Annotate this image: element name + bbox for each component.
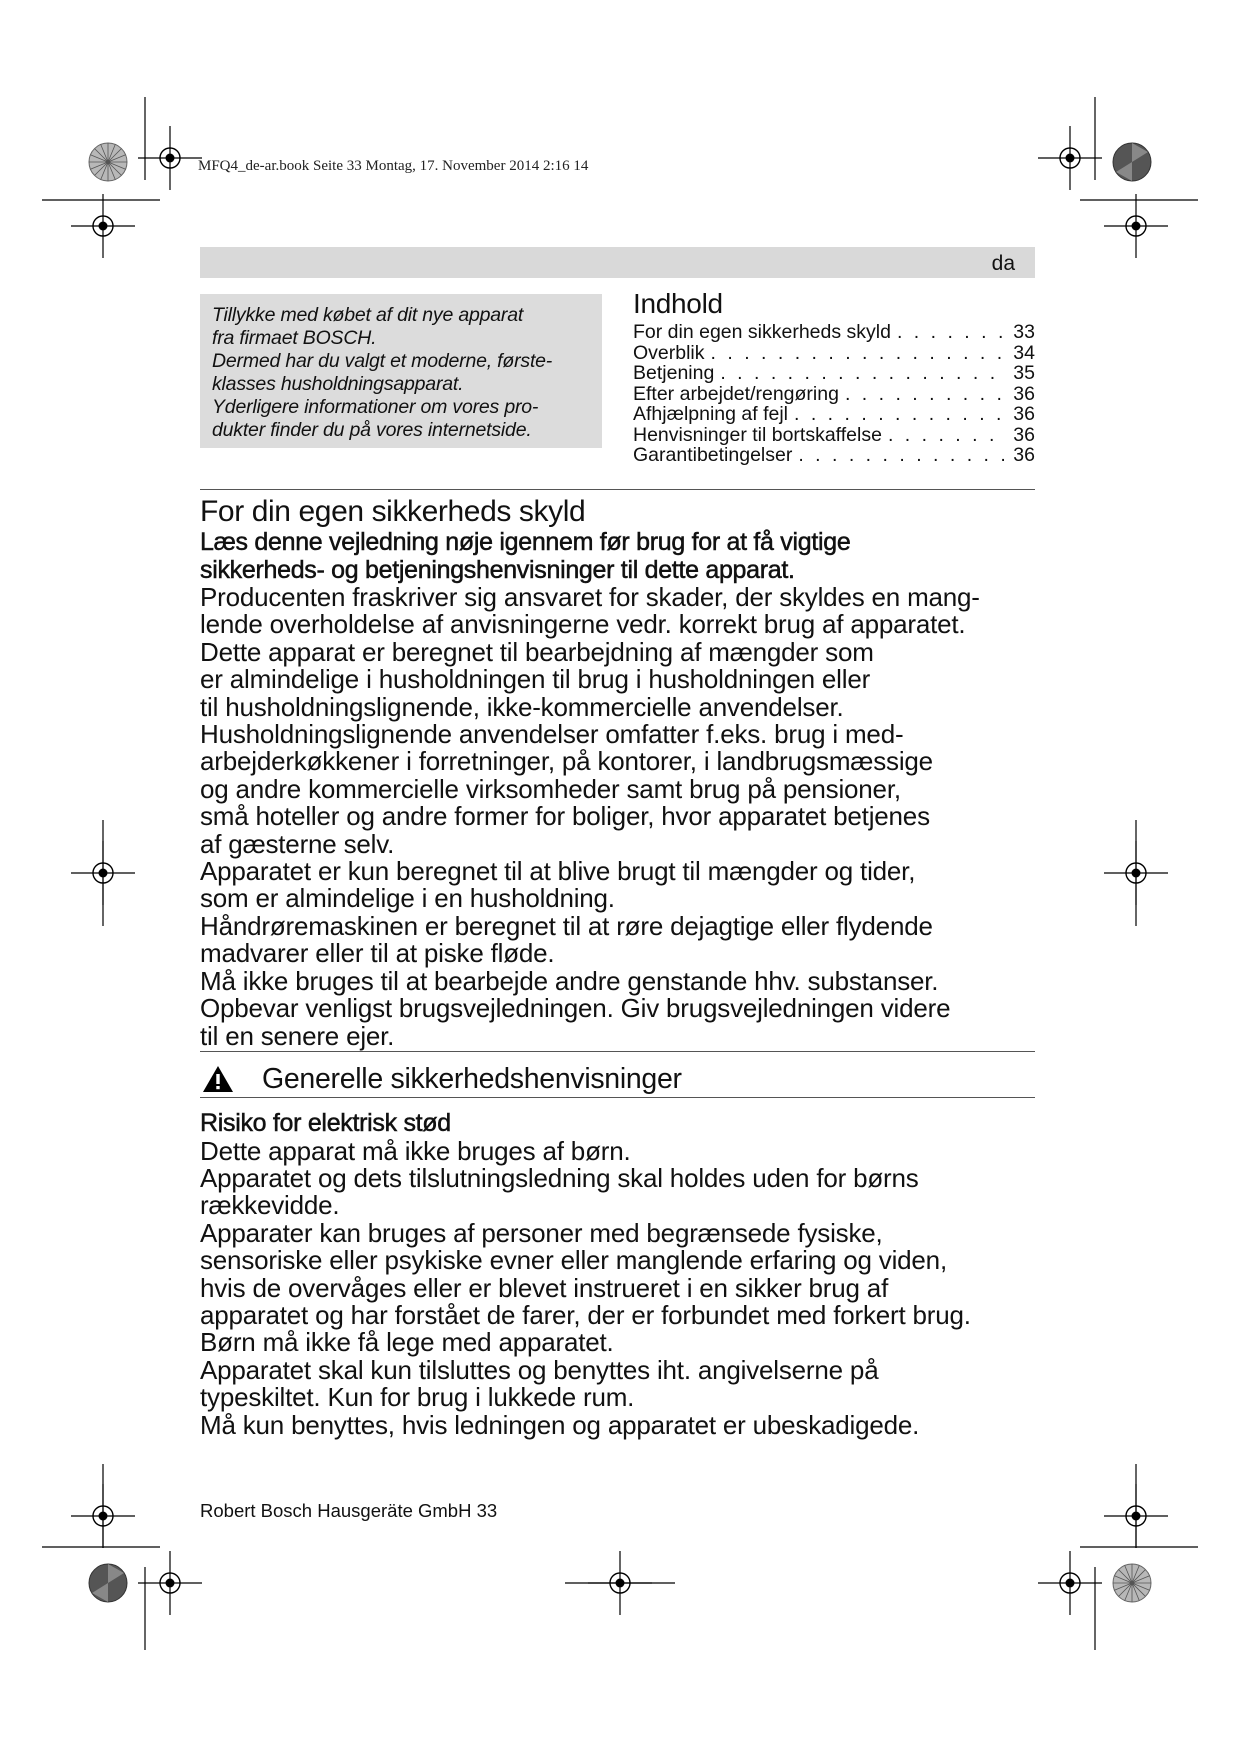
toc-entry[interactable]: Efter arbejdet/rengøring . . . 36 xyxy=(633,384,1035,405)
subsection-title: Risiko for elektrisk stød xyxy=(200,1109,451,1137)
intro-line: Dermed har du valgt et moderne, første- xyxy=(212,350,553,372)
toc-entry[interactable]: Garantibetingelser . . . 36 xyxy=(633,445,1035,466)
page-footer: Robert Bosch Hausgeräte GmbH 33 xyxy=(200,1500,498,1521)
safety-intro-bold: Læs denne vejledning nøje igennem før brug for at få vigtige sikkerheds- og betjeningshenvisninger til dette apparat. xyxy=(200,528,851,584)
intro-line: klasses husholdningsapparat. xyxy=(212,373,464,395)
toc-entry[interactable]: For din egen sikkerheds skyld . . . 33 xyxy=(633,322,1035,343)
safety-section xyxy=(200,495,1040,1050)
intro-line: fra firmaet BOSCH. xyxy=(212,327,377,349)
section-title: For din egen sikkerheds skyld xyxy=(200,495,586,528)
language-bar xyxy=(200,247,1035,278)
intro-box xyxy=(200,294,602,448)
warning-triangle-icon xyxy=(202,1065,234,1093)
toc-entry[interactable]: Overblik . . . 34 xyxy=(633,343,1035,364)
safety-body: Producenten fraskriver sig ansvaret for skader, der skyldes en mang- lende overholdelse af anvisningerne vedr. korrekt brug af apparatet. Dette apparat er beregnet til bearbejdning af mængder som er almindelige i husholdningen til brug i husholdningen eller til husholdningslignende, ikke-kommercielle anvendelser. Husholdningslignende anvendelser omfatter f.eks. brug i med- arbejderkøkkener i forretninger, på kontorer, i landbrugsmæssige og andre kommercielle virksomheder samt brug på pensioner, små hoteller og andre former for boliger, hvor apparatet betjenes af gæsterne selv. Apparatet er kun beregnet til at blive brugt til mængder og tider, som er almindelige i en husholdning. Håndrøremaskinen er beregnet til at røre dejagtige eller flydende madvarer eller til at piske fløde. Må ikke bruges til at bearbejde andre genstande hhv. substanser. Opbevar venligst brugsvejledningen. Giv brugsvejledningen videre til en senere ejer. xyxy=(200,582,980,1051)
section-divider xyxy=(200,489,1035,490)
general-safety-title: Generelle sikkerhedshenvisninger xyxy=(262,1062,682,1095)
toc-entry[interactable]: Afhjælpning af fejl . . . 36 xyxy=(633,404,1035,425)
table-of-contents xyxy=(633,288,1035,466)
toc-entry[interactable]: Henvisninger til bortskaffelse . . . 36 xyxy=(633,425,1035,446)
print-header: MFQ4_de-ar.book Seite 33 Montag, 17. November 2014 2:16 14 xyxy=(198,158,589,174)
color-wheel-bottom-right xyxy=(1113,1564,1151,1602)
language-tab: da xyxy=(991,252,1015,275)
toc-title: Indhold xyxy=(633,288,723,319)
section-divider xyxy=(200,1097,1035,1098)
electric-shock-body: Dette apparat må ikke bruges af børn. Apparatet og dets tilslutningsledning skal holdes uden for børns rækkevidde. Apparater kan bruges af personer med begrænsede fysiske, sensoriske eller psykiske evner eller manglende erfaring og viden, hvis de overvåges eller er blevet instrueret i en sikker brug af apparatet og har forstået de farer, der er forbundet med forkert brug. Børn må ikke få lege med apparatet. Apparatet skal kun tilsluttes og benyttes iht. angivelserne på typeskiltet. Kun for brug i lukkede rum. Må kun benyttes, hvis ledningen og apparatet er ubeskadigede. xyxy=(200,1135,971,1440)
intro-line: dukter finder du på vores internetside. xyxy=(212,419,532,441)
color-wheel-top-left xyxy=(89,143,127,181)
color-wheel-bottom-left xyxy=(89,1564,127,1602)
general-safety-header xyxy=(200,1058,1035,1100)
toc-entry[interactable]: Betjening . . . 35 xyxy=(633,363,1035,384)
electric-shock-section xyxy=(200,1110,1040,1439)
color-wheel-top-right xyxy=(1113,143,1151,181)
intro-line: Tillykke med købet af dit nye apparat xyxy=(212,304,524,326)
section-divider xyxy=(200,1051,1035,1052)
intro-line: Yderligere informationer om vores pro- xyxy=(212,396,539,418)
